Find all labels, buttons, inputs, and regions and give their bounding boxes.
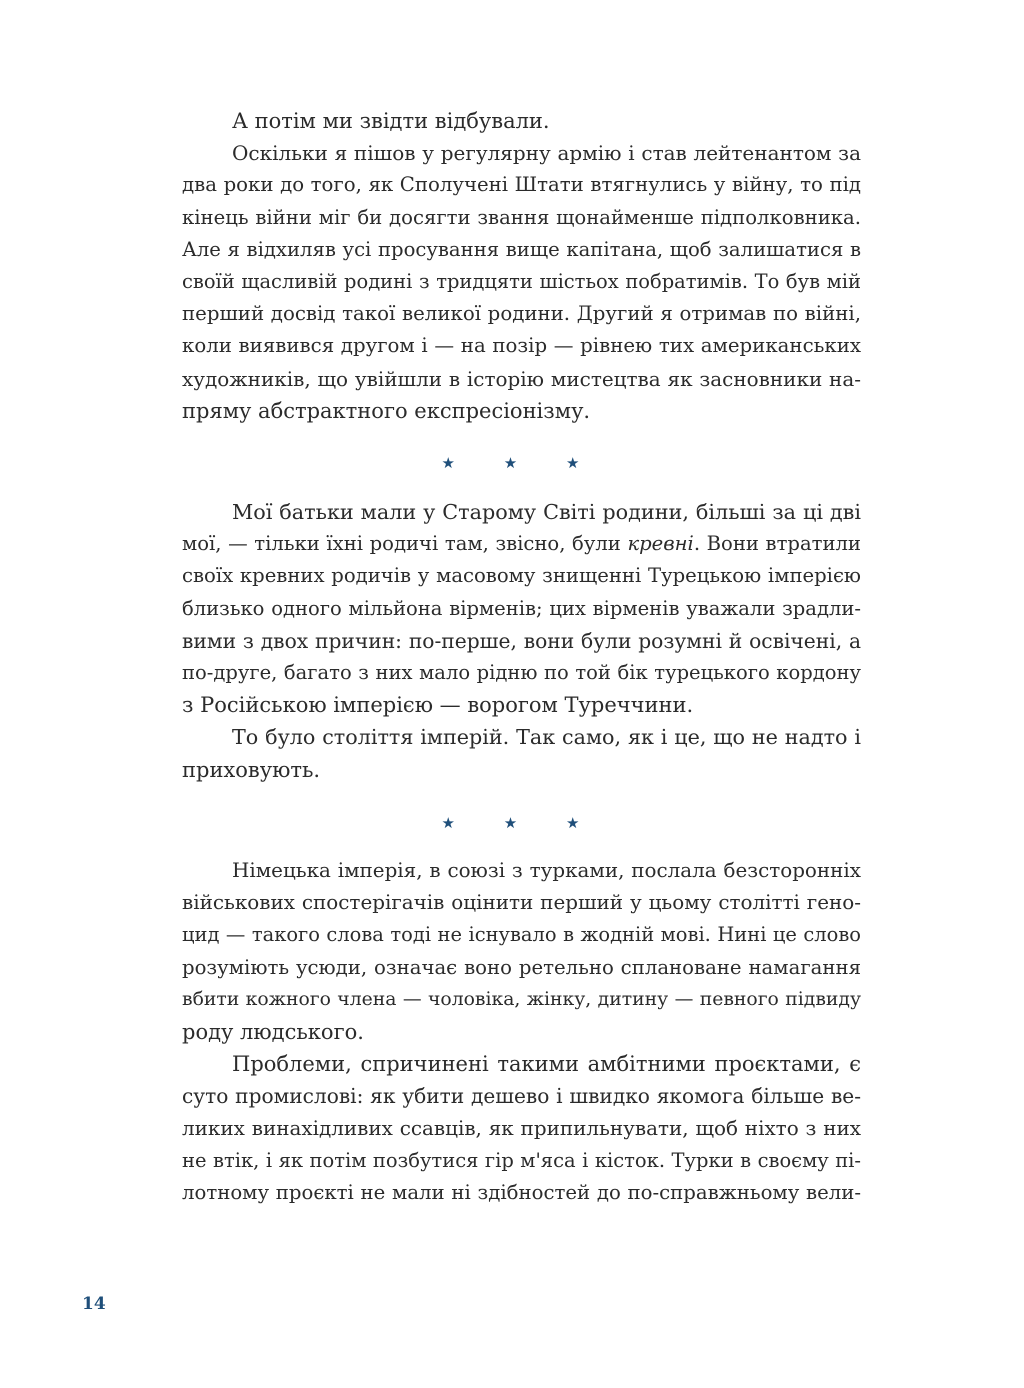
italic-word: кревні bbox=[627, 532, 694, 556]
text-line-with-italic bbox=[182, 528, 861, 560]
text-line: Німецька імперія, в союзі з турками, послала безсторонніх bbox=[232, 859, 861, 882]
text-line: То було століття імперій. Так само, як і це, що не надто і bbox=[232, 725, 861, 750]
text-line: розуміють усюди, означає воно ретельно сплановане намагання bbox=[182, 955, 861, 979]
page-number: 14 bbox=[82, 1294, 106, 1314]
text-line: Мої батьки мали у Старому Світі родини, більші за ці дві bbox=[232, 500, 861, 524]
text-line: близько одного мільйона вірменів; цих вірменів уважали зрадли- bbox=[182, 596, 861, 620]
section-1-text bbox=[182, 105, 861, 427]
text-line: цид — такого слова тоді не існувало в жодній мові. Нині це слово bbox=[182, 923, 861, 947]
text-line: вими з двох причин: по-перше, вони були розумні й освічені, а bbox=[182, 628, 861, 653]
text-line: художників, що увійшли в історію мистецтва як засновники на- bbox=[182, 366, 861, 391]
text-line: своїх кревних родичів у масовому знищенні Турецькою імперією bbox=[182, 564, 861, 588]
section-separator-stars bbox=[182, 813, 861, 833]
text-fragment: мої, — тільки їхні родичі там, звісно, були bbox=[182, 532, 628, 556]
text-line: приховують. bbox=[182, 757, 321, 782]
text-line: А потім ми звідти відбували. bbox=[232, 109, 550, 133]
text-line: лотному проєкті не мали ні здібностей до по-справжньому вели- bbox=[182, 1181, 861, 1205]
text-line: по-друге, багато з них мало рідню по той бік турецького кордону bbox=[182, 661, 861, 685]
text-line: два роки до того, як Сполучені Штати втягнулись у війну, то під bbox=[182, 173, 861, 197]
text-line: суто промислові: як убити дешево і швидко якомога більше ве- bbox=[182, 1084, 861, 1109]
text-line: роду людського. bbox=[182, 1020, 364, 1045]
text-line: коли виявився другом і — на позір — рівнею тих американських bbox=[182, 334, 861, 358]
star-icons: ★ ★ ★ bbox=[441, 454, 602, 472]
text-line: перший досвід такої великої родини. Другий я отримав по війні, bbox=[182, 302, 861, 326]
text-line: Проблеми, спричинені такими амбітними проєктами, є bbox=[232, 1052, 861, 1077]
text-line: не втік, і як потім позбутися гір м'яса і кісток. Турки в своєму пі- bbox=[182, 1148, 861, 1172]
text-line: ликих винахідливих ссавців, як припильнувати, щоб ніхто з них bbox=[182, 1116, 861, 1140]
text-line: своїй щасливій родині з тридцяти шістьох побратимів. То був мій bbox=[182, 270, 861, 294]
text-line: вбити кожного члена — чоловіка, жінку, дитину — певного підвиду bbox=[182, 988, 861, 1010]
star-icons: ★ ★ ★ bbox=[441, 814, 602, 832]
text-line: Але я відхиляв усі просування вище капітана, щоб залишатися в bbox=[182, 237, 861, 261]
text-line: пряму абстрактного експресіонізму. bbox=[182, 398, 591, 423]
text-line: кінець війни міг би досягти звання щонайменше підполковника. bbox=[182, 205, 861, 229]
text-fragment: . Вони втратили bbox=[693, 532, 861, 556]
text-line: Оскільки я пішов у регулярну армію і став лейтенантом за bbox=[232, 141, 861, 166]
section-2-text bbox=[182, 496, 861, 786]
section-3-text bbox=[182, 855, 861, 1209]
text-line: військових спостерігачів оцінити перший у цьому столітті гено- bbox=[182, 891, 861, 915]
section-separator-stars bbox=[182, 453, 861, 473]
text-line: з Російською імперією — ворогом Туреччини. bbox=[182, 693, 694, 718]
